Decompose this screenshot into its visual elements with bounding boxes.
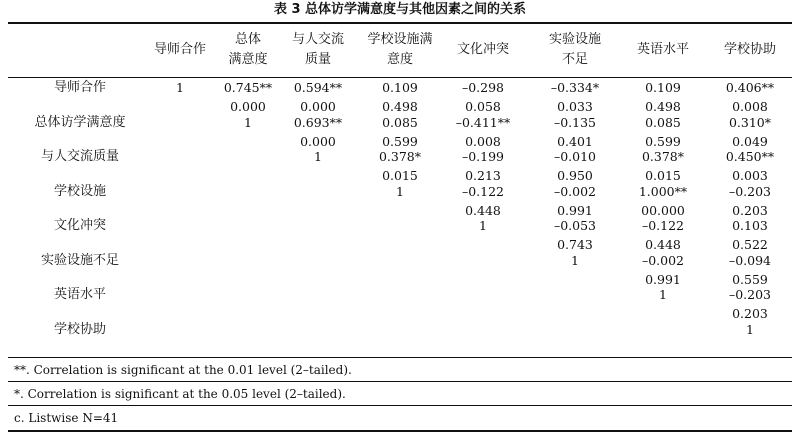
- row-label: 学校设施: [53, 183, 106, 199]
- row-label: 文化冲突: [53, 218, 106, 233]
- p-value-cell: 0.559: [732, 271, 768, 287]
- p-value-cell: 0.003: [732, 168, 768, 183]
- correlation-cell: 0.310*: [728, 114, 772, 130]
- p-value-cell: 0.599: [382, 133, 418, 149]
- correlation-cell: 0.450**: [725, 149, 775, 164]
- correlation-cell: –0.122: [641, 218, 685, 233]
- correlation-cell: 1: [659, 287, 667, 302]
- p-value-cell: 0.049: [732, 133, 768, 149]
- correlation-cell: –0.002: [641, 252, 685, 268]
- column-header-line1: 英语水平: [636, 42, 689, 57]
- bottom-rule: [8, 430, 792, 432]
- column-header: [277, 24, 359, 76]
- column-header-line1: 学校设施满: [367, 32, 433, 47]
- column-header-line1: 与人交流: [291, 32, 344, 47]
- correlation-cell: 0.103: [732, 218, 768, 233]
- correlation-cell: 1: [571, 252, 579, 268]
- correlation-cell: –0.199: [461, 149, 505, 164]
- correlation-cell: 0.406**: [725, 80, 775, 95]
- p-value-cell: 0.448: [465, 202, 501, 218]
- correlation-cell: –0.094: [728, 252, 772, 268]
- p-value-cell: 0.015: [645, 168, 681, 183]
- note-significance-001: **. Correlation is significant at the 0.01 level (2–tailed).: [14, 363, 352, 377]
- correlation-cell: 1: [244, 114, 252, 130]
- row-label: 英语水平: [53, 287, 106, 302]
- correlation-cell: 1: [396, 183, 404, 199]
- p-value-cell: 0.203: [732, 306, 768, 321]
- note-listwise: c. Listwise N=41: [14, 411, 119, 425]
- row-label: 学校协助: [53, 321, 106, 337]
- p-value-cell: 0.522: [732, 237, 768, 252]
- correlation-cell: 0.109: [382, 80, 418, 95]
- p-value-cell: 0.991: [557, 202, 593, 218]
- correlation-cell: 0.594**: [293, 80, 343, 95]
- correlation-cell: 1: [746, 321, 754, 337]
- p-value-cell: 0.498: [645, 99, 681, 114]
- column-header-line1: 导师合作: [153, 42, 206, 57]
- column-header: [709, 24, 791, 76]
- correlation-cell: –0.411**: [455, 114, 511, 130]
- correlation-cell: –0.334*: [550, 80, 600, 95]
- correlation-cell: –0.298: [461, 80, 505, 95]
- correlation-cell: 0.109: [645, 80, 681, 95]
- correlation-cell: –0.053: [553, 218, 597, 233]
- row-label: 导师合作: [53, 80, 106, 95]
- correlation-cell: 0.085: [645, 114, 681, 130]
- correlation-cell: –0.122: [461, 183, 505, 199]
- p-value-cell: 0.015: [382, 168, 418, 183]
- header-rule: [8, 77, 792, 78]
- correlation-cell: 1: [176, 80, 184, 95]
- column-header-line2: 质量: [304, 52, 331, 67]
- column-header: [622, 24, 704, 76]
- correlation-cell: –0.135: [553, 114, 597, 130]
- p-value-cell: 0.991: [645, 271, 681, 287]
- p-value-cell: 0.950: [557, 168, 593, 183]
- p-value-cell: 0.000: [300, 133, 336, 149]
- correlation-cell: 1: [314, 149, 322, 164]
- column-header: [534, 24, 616, 76]
- column-header-line1: 实验设施: [548, 32, 601, 47]
- notes-rule-2: [8, 381, 792, 382]
- correlation-cell: 0.378*: [641, 149, 685, 164]
- correlation-cell: –0.203: [728, 183, 772, 199]
- column-header-line2: 不足: [561, 52, 588, 67]
- correlation-cell: 0.693**: [293, 114, 343, 130]
- column-header-line1: 学校协助: [723, 42, 776, 57]
- table-title: 表 3 总体访学满意度与其他因素之间的关系: [273, 2, 527, 17]
- p-value-cell: 0.000: [230, 99, 266, 114]
- correlation-cell: –0.010: [553, 149, 597, 164]
- row-label: 实验设施不足: [40, 252, 119, 268]
- row-label: 总体访学满意度: [34, 114, 126, 130]
- column-header-line2: 意度: [386, 52, 413, 67]
- row-label: 与人交流质量: [40, 149, 119, 164]
- correlation-cell: –0.002: [553, 183, 597, 199]
- p-value-cell: 0.008: [465, 133, 501, 149]
- correlation-cell: 1: [479, 218, 487, 233]
- correlation-cell: 0.378*: [378, 149, 422, 164]
- correlation-cell: 0.745**: [223, 80, 273, 95]
- column-header-line1: 总体: [234, 32, 261, 47]
- p-value-cell: 0.203: [732, 202, 768, 218]
- p-value-cell: 0.401: [557, 133, 593, 149]
- p-value-cell: 0.599: [645, 133, 681, 149]
- p-value-cell: 0.000: [300, 99, 336, 114]
- column-header-line2: 满意度: [228, 52, 268, 67]
- p-value-cell: 0.743: [557, 237, 593, 252]
- notes-rule-1: [8, 357, 792, 358]
- correlation-cell: 1.000**: [638, 183, 688, 199]
- p-value-cell: 0.033: [557, 99, 593, 114]
- column-header-line1: 文化冲突: [456, 42, 509, 57]
- note-significance-005: *. Correlation is significant at the 0.05 level (2–tailed).: [14, 387, 346, 401]
- p-value-cell: 00.000: [641, 202, 685, 218]
- p-value-cell: 0.448: [645, 237, 681, 252]
- p-value-cell: 0.213: [465, 168, 501, 183]
- p-value-cell: 0.498: [382, 99, 418, 114]
- column-header: [442, 24, 524, 76]
- p-value-cell: 0.008: [732, 99, 768, 114]
- p-value-cell: 0.058: [465, 99, 501, 114]
- correlation-cell: 0.085: [382, 114, 418, 130]
- notes-rule-3: [8, 405, 792, 406]
- column-header: [359, 24, 441, 76]
- correlation-cell: –0.203: [728, 287, 772, 302]
